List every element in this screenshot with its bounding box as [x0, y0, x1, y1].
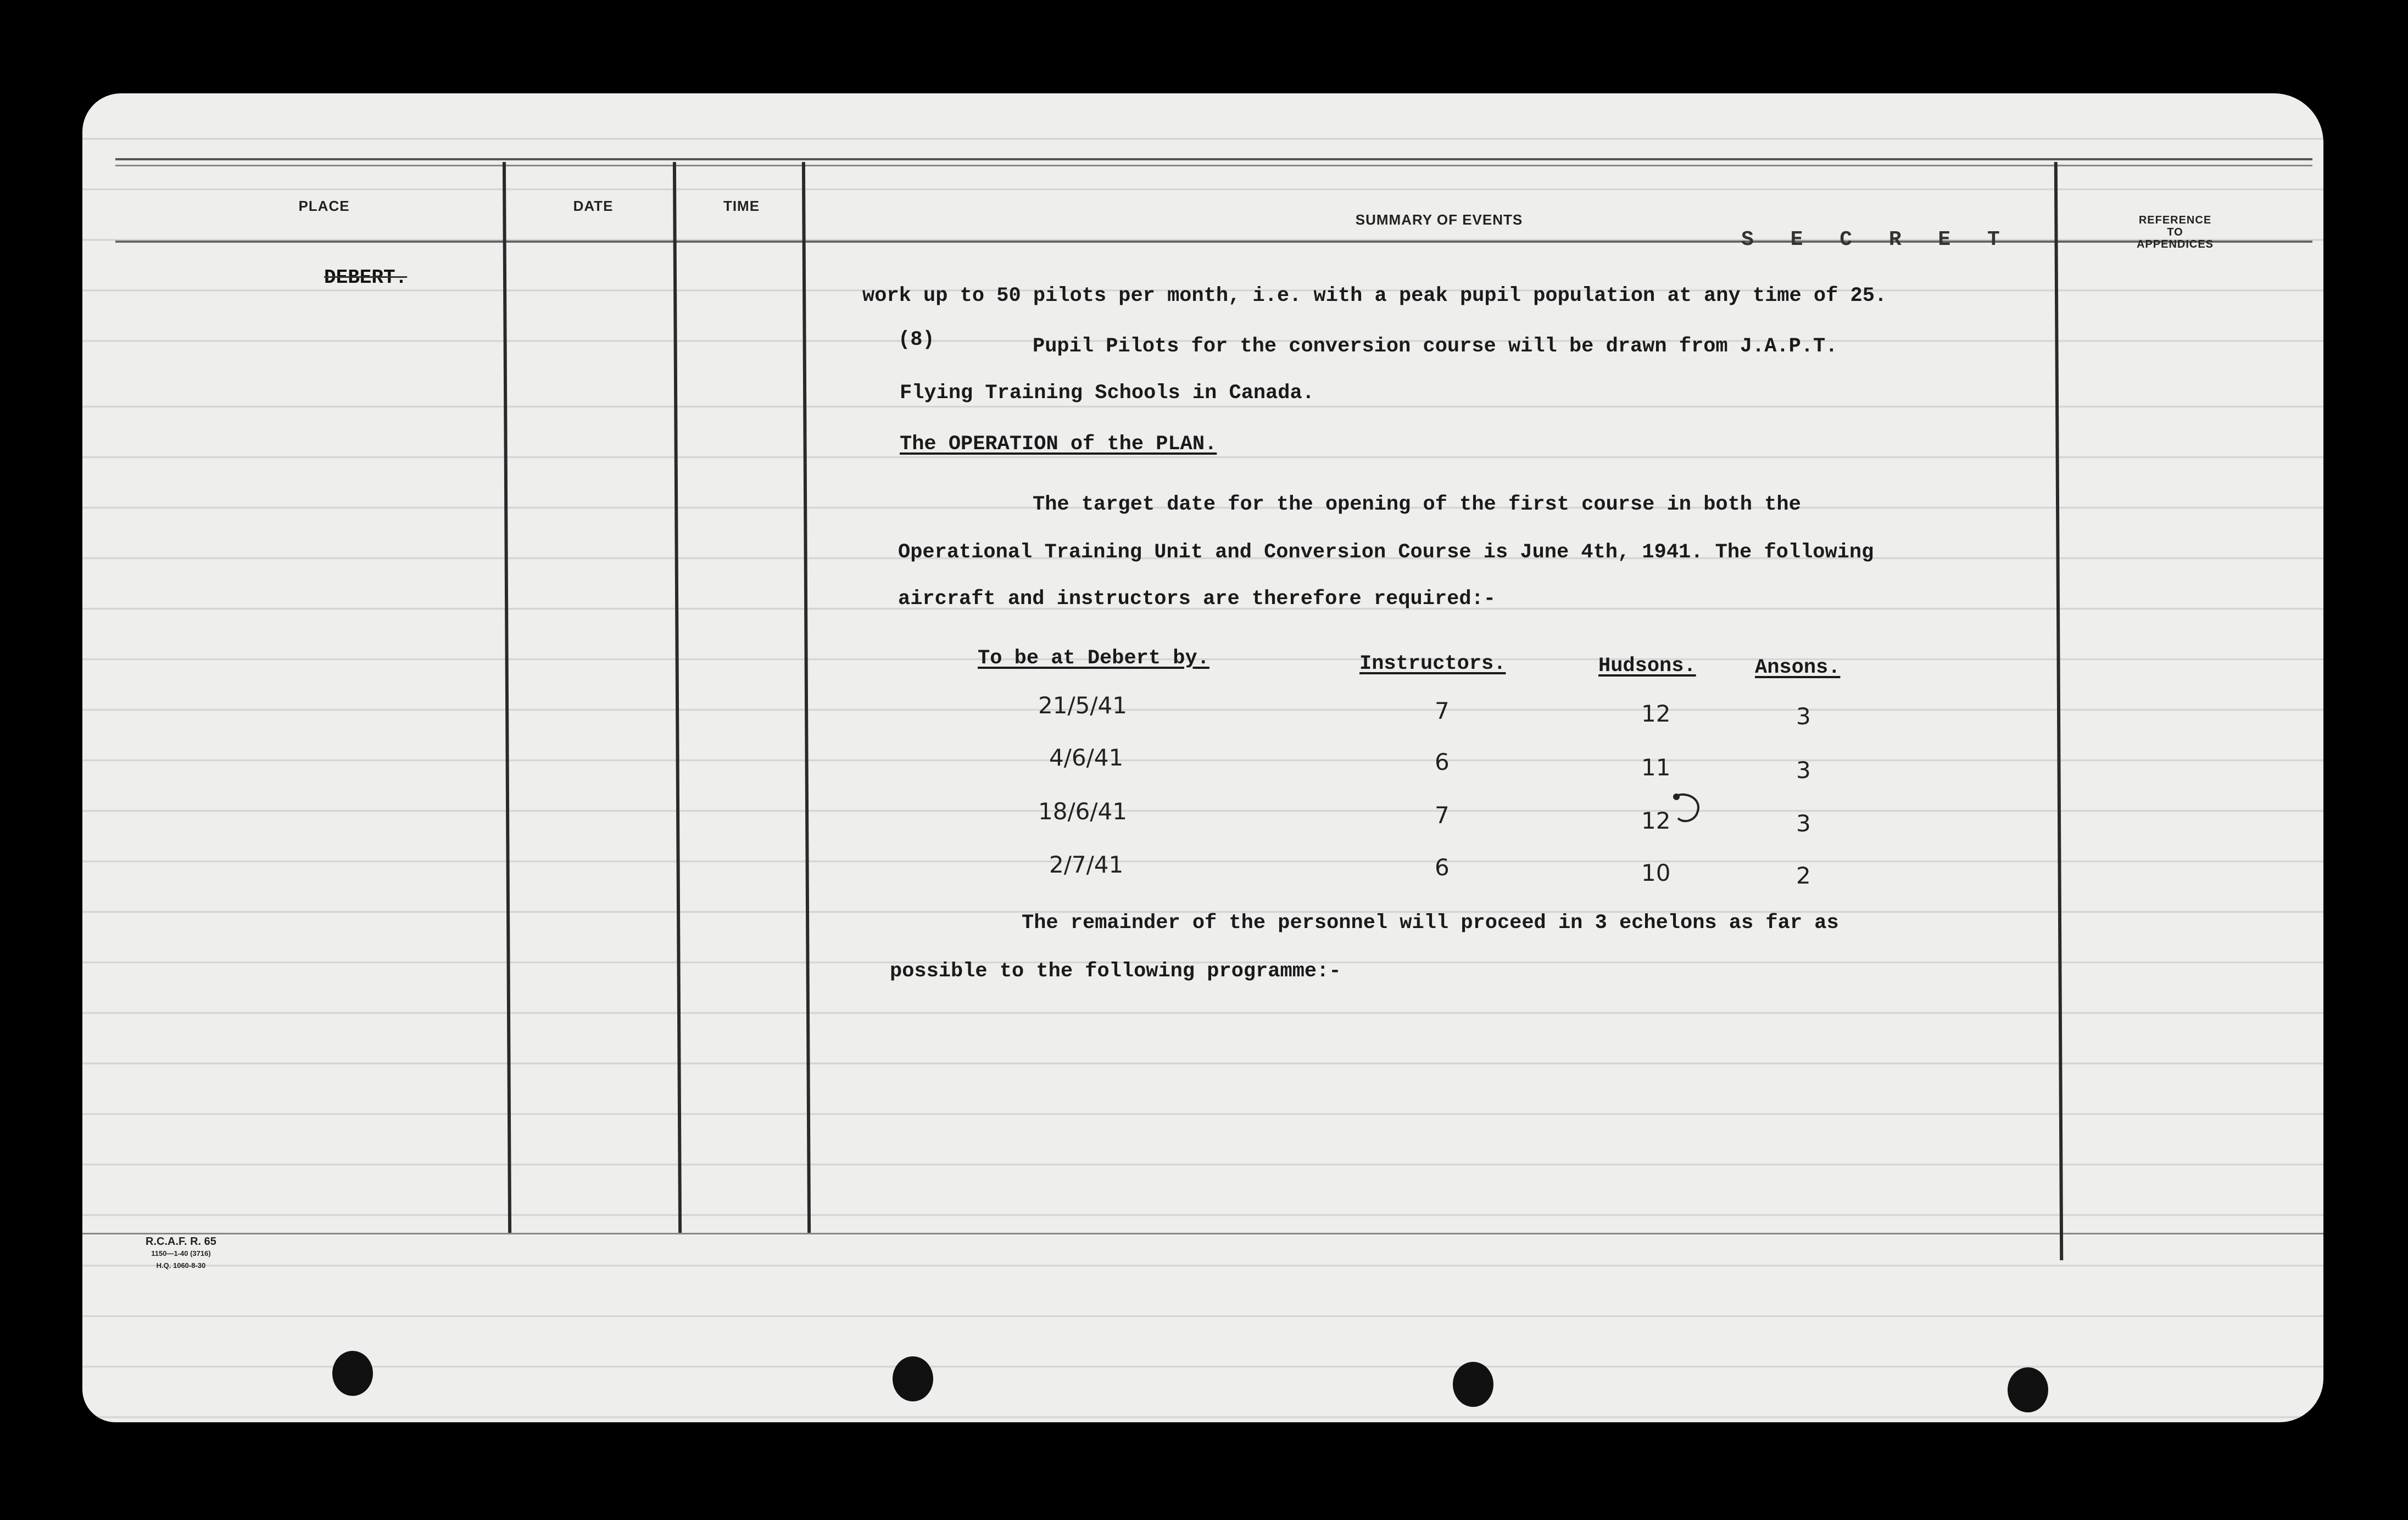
binder-hole-1: [332, 1351, 373, 1396]
text-remainder-2: possible to the following programme:-: [890, 960, 1341, 983]
header-reference-line1: REFERENCE: [2138, 214, 2212, 226]
text-line-1: work up to 50 pilots per month, i.e. with a peak pupil population at any time of 25.: [862, 284, 1887, 308]
table-row-2-hudsons: 11: [1641, 754, 1671, 781]
table-row-3-instructors: 7: [1435, 802, 1450, 829]
binder-hole-4: [2008, 1367, 2048, 1412]
diary-sheet: [82, 93, 2323, 1422]
place-entry: DEBERT.: [324, 266, 408, 289]
table-row-1-instructors: 7: [1435, 697, 1450, 724]
header-reference-line2: TO: [2167, 226, 2183, 238]
table-row-4-instructors: 6: [1435, 854, 1450, 881]
table-row-3-hudsons: 12: [1641, 807, 1671, 834]
classification-stamp: S E C R E T: [1741, 228, 2012, 252]
table-row-1-date: 21/5/41: [1038, 692, 1127, 719]
table-row-1-ansons: 3: [1796, 703, 1811, 730]
header-reference: [2109, 214, 2241, 250]
table-row-4-hudsons: 10: [1641, 859, 1671, 886]
col-rule-summary: [2054, 162, 2063, 1260]
header-place: PLACE: [298, 198, 350, 214]
form-id-line3: H.Q. 1060-8-30: [156, 1261, 206, 1270]
table-header-ansons: Ansons.: [1755, 656, 1841, 679]
bottom-rule: [82, 1233, 2323, 1234]
text-remainder-1: The remainder of the personnel will proceed in 3 echelons as far as: [1022, 912, 1839, 935]
form-identifier: [146, 1236, 216, 1272]
header-reference-line3: APPENDICES: [2136, 238, 2214, 250]
binder-hole-3: [1453, 1362, 1493, 1407]
table-row-1-hudsons: 12: [1641, 700, 1671, 727]
paragraph-number: (8): [898, 328, 935, 351]
text-paragraph-2: Operational Training Unit and Conversion Course is June 4th, 1941. The following: [898, 541, 1874, 564]
col-rule-time: [802, 162, 811, 1233]
form-id-line2: 1150—1-40 (3716): [151, 1249, 211, 1258]
table-header-hudsons: Hudsons.: [1598, 655, 1696, 678]
header-summary: SUMMARY OF EVENTS: [1355, 211, 1523, 228]
binder-hole-2: [893, 1356, 933, 1401]
col-rule-date: [673, 162, 682, 1233]
text-line-3: Flying Training Schools in Canada.: [900, 382, 1314, 405]
table-row-3-date: 18/6/41: [1038, 798, 1127, 825]
header-time: TIME: [723, 198, 760, 214]
table-row-4-ansons: 2: [1796, 862, 1811, 889]
form-id-line1: R.C.A.F. R. 65: [146, 1236, 216, 1248]
section-heading: The OPERATION of the PLAN.: [900, 433, 1217, 456]
text-paragraph-3: aircraft and instructors are therefore required:-: [898, 588, 1496, 611]
top-rule: [115, 158, 2312, 160]
col-rule-place: [503, 162, 511, 1233]
header-date: DATE: [573, 198, 614, 214]
table-row-2-date: 4/6/41: [1049, 744, 1124, 771]
table-row-2-instructors: 6: [1435, 748, 1450, 775]
header-rule: [115, 165, 2312, 166]
table-row-4-date: 2/7/41: [1049, 851, 1124, 878]
text-paragraph-1: The target date for the opening of the first course in both the: [1033, 493, 1801, 516]
table-header-instructors: Instructors.: [1359, 652, 1506, 675]
table-header-date: To be at Debert by.: [978, 647, 1209, 670]
text-line-2: Pupil Pilots for the conversion course will be drawn from J.A.P.T.: [1033, 335, 1838, 358]
correction-mark: [1664, 788, 1714, 832]
table-row-3-ansons: 3: [1796, 810, 1811, 837]
table-row-2-ansons: 3: [1796, 757, 1811, 784]
